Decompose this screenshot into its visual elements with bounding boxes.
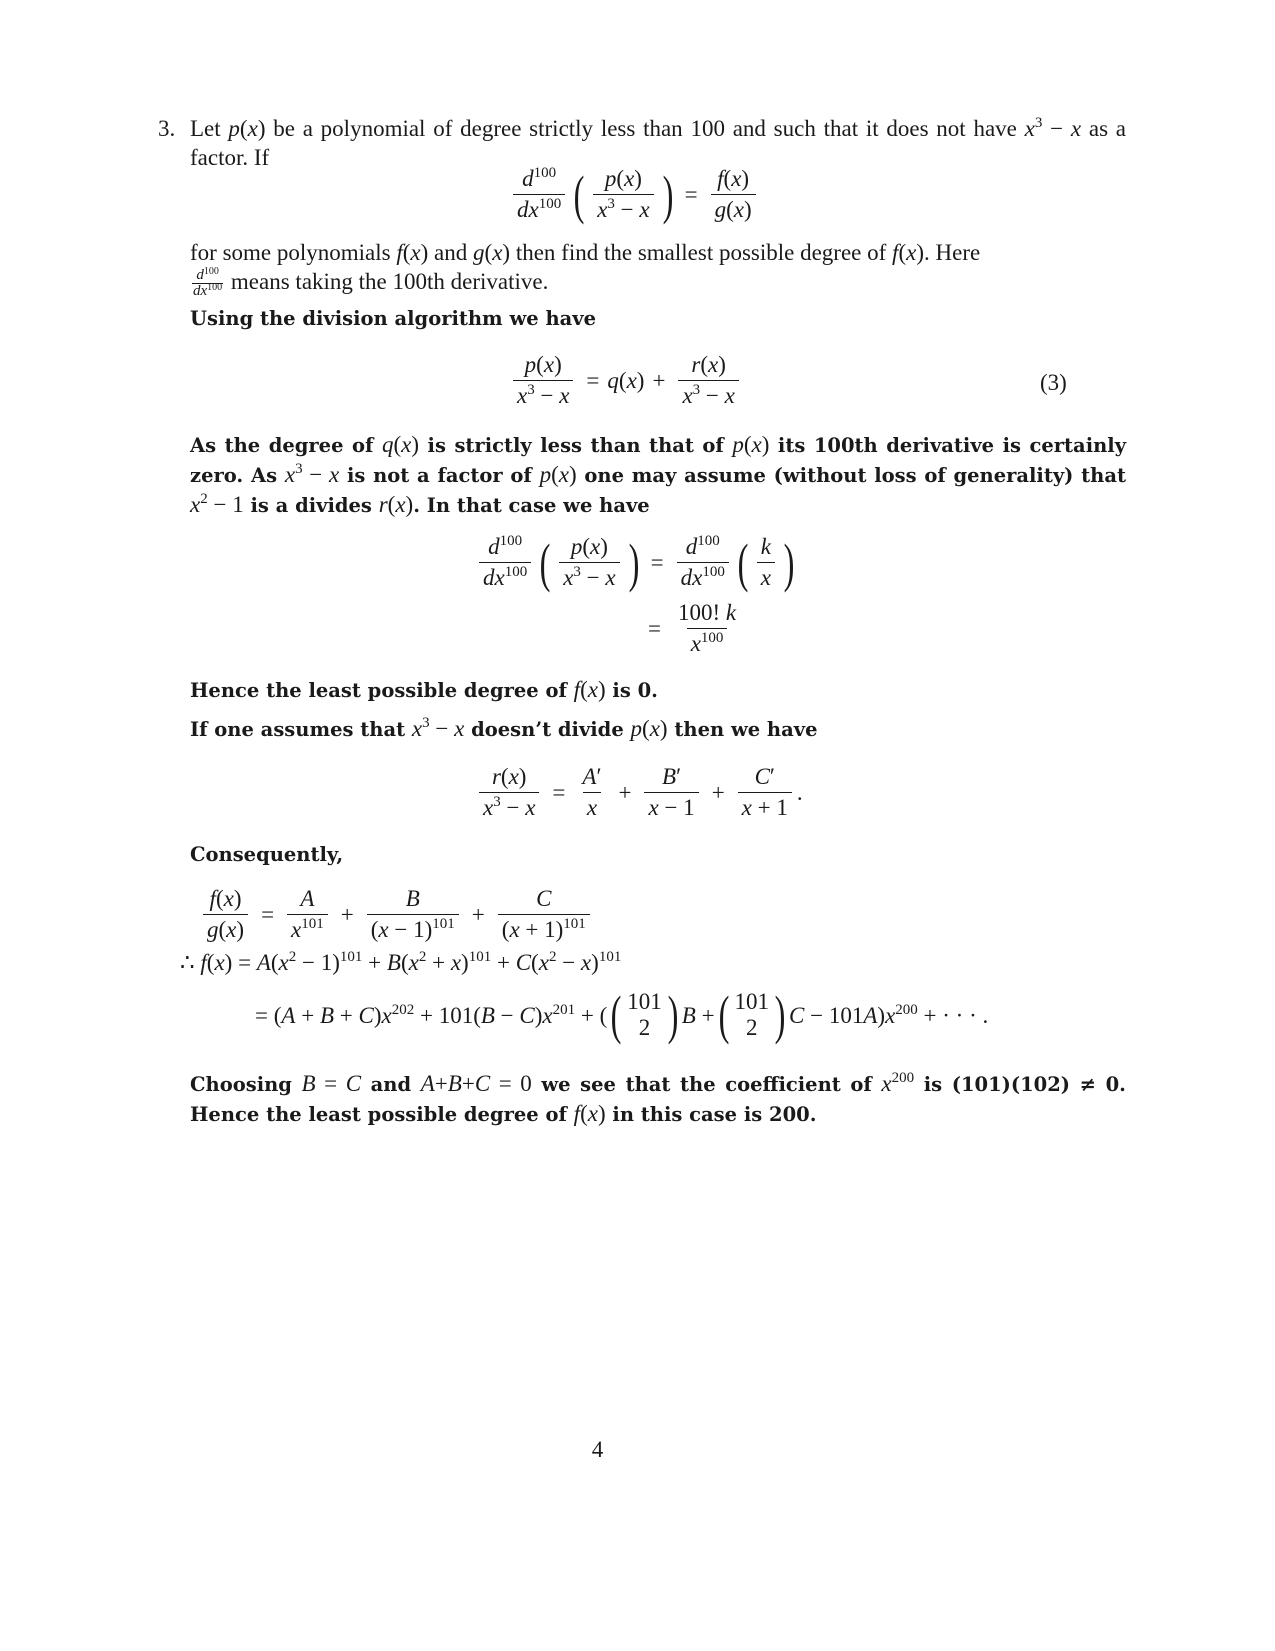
partial-fraction-equation: $\frac{r(x)}{x^3 - x}$ = $\frac{A'}{x}$ + $\frac{B'}{x - 1}$ + $\frac{C'}{x + 1}$ . — [474, 764, 803, 821]
problem-statement: 3. Let p(x) be a polynomial of degree strictly less than 100 and such that it does not have $x^3 - x$ as a factor. If — [158, 115, 1126, 170]
final-conclusion: Choosing B = C and A+B+C = 0 we see that the coefficient of $x^{200}$ is (101)(102) ≠ 0. Hence the least possible degree of f(x) in this case is 200. — [190, 1070, 1126, 1126]
consequently-text: Consequently, — [190, 843, 344, 866]
problem-number: 3. — [158, 116, 176, 141]
if-assumes-text: If one assumes that $x^3 - x$ doesn’t divide p(x) then we have — [190, 715, 818, 741]
solution-division-text: Using the division algorithm we have — [190, 307, 597, 330]
consequence-line2: ∴ $f(x) = A(x^2 - 1)^{101} + B(x^2 + x)^{101} + C(x^2 - x)^{101}$ — [180, 949, 622, 975]
division-equation: $\frac{p(x)}{x^3 - x}$ = q ( x ) + $\frac{r(x)}{x^3 - x}$ — [508, 352, 744, 409]
derivative-equation-line1: $\frac{d^{100}}{dx^{100}}$ ( $\frac{p(x)}{x^3 - x}$ ) = $\frac{d^{100}}{dx^{100}}$ ( $\frac{k}{x}$ ) — [474, 534, 798, 591]
consequence-line3: = $(A + B + C)x^{202} + 101(B - C)x^{201}$ + ( ( 101 2 ) B + ( 101 2 ) $C - 101A)x^{200}$ + · · · . — [255, 985, 989, 1045]
hence-degree-zero: Hence the least possible degree of f(x) is 0. — [190, 677, 658, 702]
derivative-equation-line2: = $\frac{100! k}{x^{100}}$ — [648, 600, 737, 656]
problem-question: for some polynomials f(x) and g(x) then find the smallest possible degree of f(x). Here $\frac{d^{100}}{dx^{100}}$ means taking the 100th derivative. — [190, 240, 981, 300]
solution-paragraph: As the degree of q(x) is strictly less than that of p(x) its 100th derivative is certainly zero. As $x^3 - x$ is not a factor of p(x) one may assume (without loss of generality) that $x^2 - 1$ is a divides r(x). In that case we have — [190, 432, 1127, 517]
equation-number: (3) — [1040, 370, 1067, 395]
page-number: 4 — [591, 1437, 604, 1462]
problem-equation: $\frac{d^{100}}{dx^{100}}$ ( $\frac{p(x)}{x^3 - x}$ ) = $\frac{f(x)}{g(x)}$ — [508, 166, 761, 223]
consequence-line1: $\frac{f(x)}{g(x)}$ = $\frac{A}{x^{101}}$ + $\frac{B}{(x - 1)^{101}}$ + $\frac{C}{(x + 1)^{101}}$ — [198, 886, 595, 943]
